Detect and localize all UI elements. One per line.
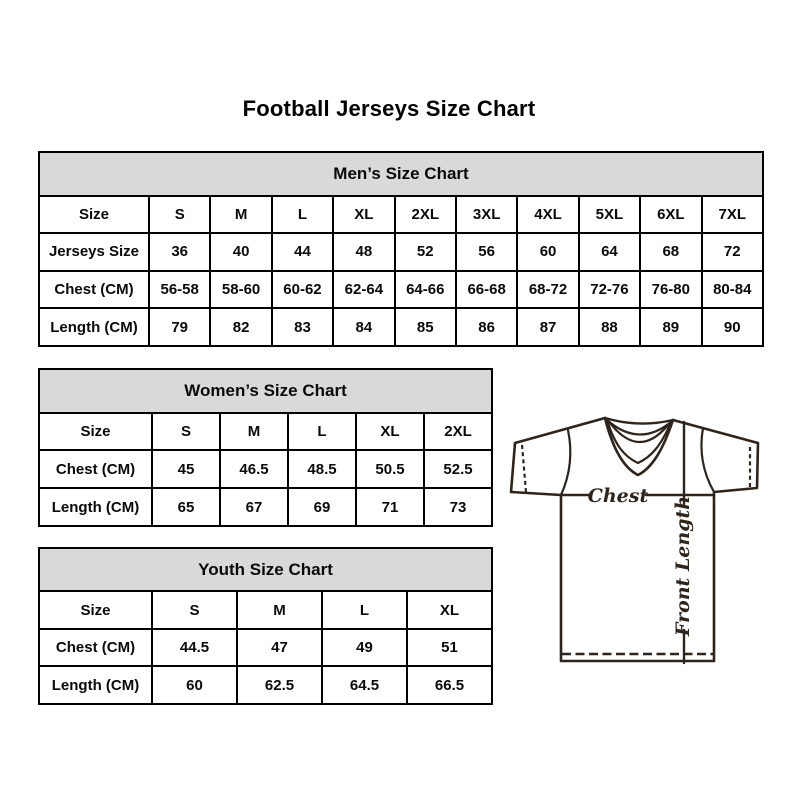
value-cell: L [272,196,333,234]
value-cell: XL [356,413,424,451]
value-cell: 45 [152,450,220,488]
value-cell: 62-64 [333,271,394,309]
jersey-outline-icon [511,418,758,661]
value-cell: 48 [333,233,394,271]
row-label: Length (CM) [39,308,149,346]
value-cell: 82 [210,308,271,346]
row-label: Size [39,591,152,629]
womens-size-chart-table [38,368,493,527]
value-cell: 83 [272,308,333,346]
value-cell: 62.5 [237,666,322,704]
table-row [39,233,763,271]
womens-grid [38,368,493,527]
page-title: Football Jerseys Size Chart [242,96,536,121]
value-cell: 76-80 [640,271,701,309]
value-cell: 50.5 [356,450,424,488]
value-cell: M [210,196,271,234]
value-cell: 60 [152,666,237,704]
value-cell: 87 [517,308,578,346]
value-cell: 48.5 [288,450,356,488]
value-cell: L [322,591,407,629]
mens-size-chart-table [38,151,764,347]
value-cell: 36 [149,233,210,271]
youth-size-chart-table [38,547,493,705]
jersey-left-armhole-seam [561,430,570,495]
value-cell: S [149,196,210,234]
row-label: Chest (CM) [39,271,149,309]
value-cell: 44 [272,233,333,271]
value-cell: 68-72 [517,271,578,309]
jersey-collar-band-arc-2 [610,423,668,442]
value-cell: 40 [210,233,271,271]
value-cell: 72-76 [579,271,640,309]
value-cell: 79 [149,308,210,346]
value-cell: 86 [456,308,517,346]
value-cell: 66.5 [407,666,492,704]
value-cell: 4XL [517,196,578,234]
jersey-measurement-diagram [503,408,778,678]
value-cell: 73 [424,488,492,526]
value-cell: 90 [702,308,763,346]
value-cell: 71 [356,488,424,526]
youth-table-title: Youth Size Chart [39,548,492,591]
value-cell: 52.5 [424,450,492,488]
value-cell: 49 [322,629,407,667]
value-cell: 6XL [640,196,701,234]
table-row [39,308,763,346]
value-cell: 51 [407,629,492,667]
row-label: Chest (CM) [39,450,152,488]
value-cell: 88 [579,308,640,346]
value-cell: 89 [640,308,701,346]
value-cell: XL [407,591,492,629]
value-cell: 64-66 [395,271,456,309]
value-cell: 65 [152,488,220,526]
jersey-left-cuff-stitch [522,445,526,492]
value-cell: 3XL [456,196,517,234]
value-cell: S [152,591,237,629]
value-cell: XL [333,196,394,234]
value-cell: 46.5 [220,450,288,488]
table-row [39,196,763,234]
row-label: Length (CM) [39,666,152,704]
value-cell: L [288,413,356,451]
value-cell: 85 [395,308,456,346]
value-cell: 84 [333,308,394,346]
table-row [39,629,492,667]
youth-grid [38,547,493,705]
jersey-collar-back-curve [605,418,673,424]
row-label: Size [39,413,152,451]
value-cell: 44.5 [152,629,237,667]
row-label: Length (CM) [39,488,152,526]
value-cell: 72 [702,233,763,271]
value-cell: 5XL [579,196,640,234]
value-cell: 67 [220,488,288,526]
value-cell: 58-60 [210,271,271,309]
chest-label: Chest [587,485,649,507]
value-cell: 7XL [702,196,763,234]
value-cell: 69 [288,488,356,526]
value-cell: 56-58 [149,271,210,309]
value-cell: 66-68 [456,271,517,309]
row-label: Jerseys Size [39,233,149,271]
mens-table-title: Men’s Size Chart [39,152,763,196]
value-cell: 64 [579,233,640,271]
value-cell: 60 [517,233,578,271]
womens-table-title: Women’s Size Chart [39,369,492,413]
value-cell: S [152,413,220,451]
table-row [39,488,492,526]
value-cell: M [220,413,288,451]
table-row [39,413,492,451]
table-row [39,666,492,704]
value-cell: 2XL [424,413,492,451]
value-cell: 47 [237,629,322,667]
row-label: Size [39,196,149,234]
value-cell: 80-84 [702,271,763,309]
value-cell: M [237,591,322,629]
value-cell: 64.5 [322,666,407,704]
table-row [39,450,492,488]
value-cell: 60-62 [272,271,333,309]
front-length-label: Front Length [672,495,694,637]
value-cell: 56 [456,233,517,271]
table-row [39,271,763,309]
table-row [39,591,492,629]
value-cell: 68 [640,233,701,271]
jersey-right-armhole-seam [701,428,714,492]
value-cell: 2XL [395,196,456,234]
value-cell: 52 [395,233,456,271]
mens-grid [38,151,764,347]
row-label: Chest (CM) [39,629,152,667]
